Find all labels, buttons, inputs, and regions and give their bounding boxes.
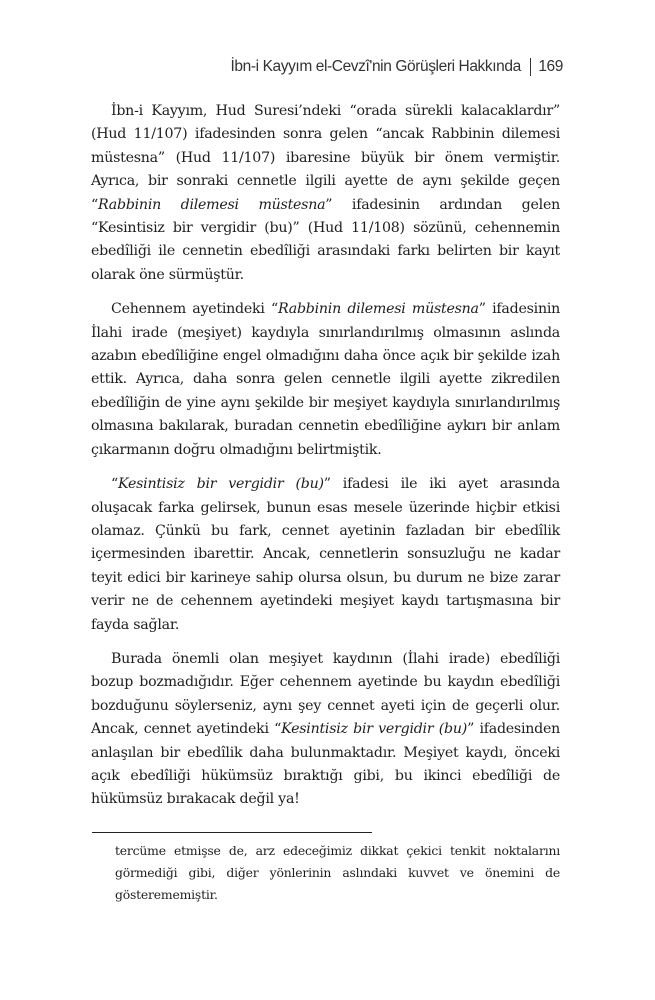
quoted-phrase: Kesintisiz bir vergidir (bu) <box>281 721 468 738</box>
paragraph <box>91 473 560 637</box>
running-title: İbn-i Kayyım el-Cevzî'nin Görüşleri Hakkında <box>230 58 521 75</box>
text-segment: ” ifadesi ile iki ayet arasında oluşacak farka gelirsek, bunun esas mesele üzerinde hiçbir etkisi olamaz. Çünkü bu fark, cennet ayetinin fazladan bir ebedîlik içermesinden ibarettir. Ancak, cennetlerin sonsuzluğu ne kadar teyit edici bir karineye sahip olursa olsun, bu durum ne bize zarar verir ne de cehennem ayetindeki meşiyet kaydı tartışmasına bir fayda sağlar. <box>91 476 560 633</box>
text-segment: İbn-i Kayyım, Hud Suresi’ndeki “orada sürekli kalacaklardır” (Hud 11/107) ifadesinden sonra gelen “ancak Rabbinin dilemesi müstesna” (Hud 11/107) ibaresine büyük bir önem vermiştir. Ayrıca, bir sonraki cennetle ilgili ayette de aynı şekilde geçen “ <box>91 103 560 213</box>
text-segment: ” ifadesinden anlaşılan bir ebedîlik daha bulunmaktadır. Meşiyet kaydı, önceki açık ebedîliği hükümsüz bıraktığı gibi, bu ikinci ebedîliği de hükümsüz bırakacak değil ya! <box>91 721 560 808</box>
running-header <box>231 58 563 76</box>
header-divider <box>530 58 532 76</box>
text-segment: ” ifadesinin ardından gelen “Kesintisiz bir vergidir (bu)” (Hud 11/108) sözünü, cehennemin ebedîliği ile cennetin ebedîliği arasındaki farkı belirten bir kayıt olarak öne sürmüştür. <box>91 196 560 283</box>
footnote: tercüme etmişse de, arz edeceğimiz dikkat çekici tenkit noktalarını görmediği gibi, diğer yönlerinin aslındaki kuvvet ve önemini de gösterememiştir. <box>115 843 560 902</box>
text-segment: Burada önemli olan meşiyet kaydının (İlahi irade) ebedîliği bozup bozmadığıdır. Eğer cehennem ayetinde bu kaydın ebedîliği bozduğunu söylerseniz, aynı şey cennet ayeti için de geçerli olur. Ancak, cennet ayetindeki “ <box>91 650 560 738</box>
quoted-phrase: Kesintisiz bir vergidir (bu) <box>118 476 324 493</box>
quoted-phrase: Rabbinin dilemesi müstesna <box>98 196 326 213</box>
text-segment: Cehennem ayetindeki “ <box>111 301 278 318</box>
text-segment: “ <box>111 476 119 493</box>
paragraph <box>91 298 560 462</box>
paragraph <box>91 648 560 812</box>
page-number: 169 <box>538 58 563 75</box>
quoted-phrase: Rabbinin dilemesi müstesna <box>278 301 479 318</box>
body-text <box>91 100 560 823</box>
paragraph <box>91 100 560 287</box>
footnote-divider <box>92 832 372 833</box>
text-segment: ” ifadesinin İlahi irade (meşiyet) kaydıyla sınırlandırılmış olmasının aslında azabın ebedîliğine engel olmadığını daha önce açık bir şekilde izah ettik. Ayrıca, daha sonra gelen cennetle ilgili ayette zikredilen ebedîliğin de yine aynı şekilde bir meşiyet kaydıyla sınırlandırılmış olmasına bakılarak, buradan cennetin ebedîliğine aykırı bir anlam çıkarmanın doğru olmadığını belirtmiştik. <box>91 301 560 458</box>
